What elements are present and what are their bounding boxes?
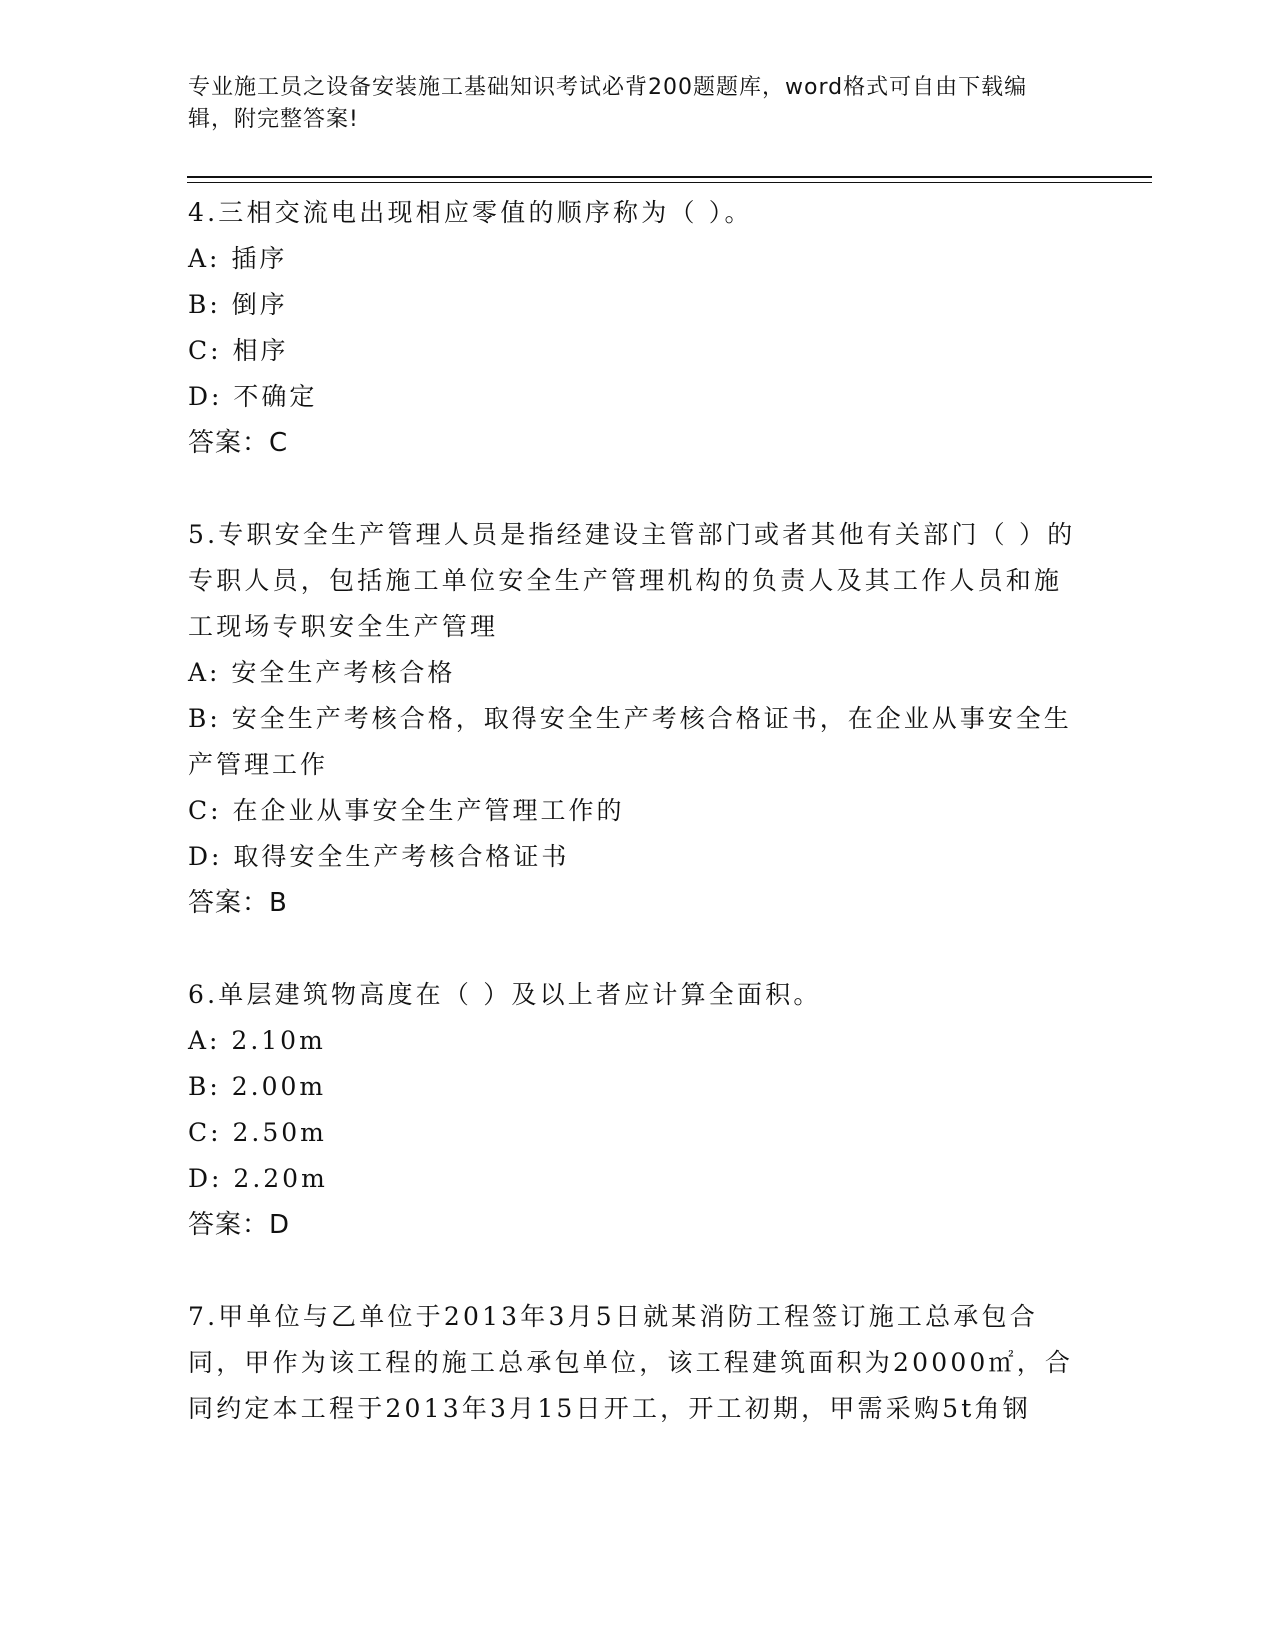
option-d: D: 2.20m [188, 1164, 328, 1193]
question-stem: 4.三相交流电出现相应零值的顺序称为（ ）。 [188, 198, 753, 227]
question-5 [188, 512, 1078, 926]
question-stem: 7.甲单位与乙单位于2013年3月5日就某消防工程签订施工总承包合同，甲作为该工程的施工总承包单位，该工程建筑面积为20000㎡，合同约定本工程于2013年3月15日开工，开工初期，甲需采购5t角钢 [188, 1302, 1074, 1423]
question-7 [188, 1294, 1078, 1432]
answer-line: 答案：B [188, 888, 288, 918]
option-c: C: 2.50m [188, 1118, 327, 1147]
option-c: C: 相序 [188, 336, 289, 365]
option-d: D: 取得安全生产考核合格证书 [188, 842, 570, 871]
option-b: B: 倒序 [188, 290, 288, 319]
option-c: C: 在企业从事安全生产管理工作的 [188, 796, 625, 825]
header-divider-thin [187, 182, 1152, 183]
answer-line: 答案：C [188, 428, 289, 458]
option-d: D: 不确定 [188, 382, 318, 411]
question-list [188, 190, 1078, 1478]
option-a: A: 插序 [188, 244, 288, 273]
document-header: 专业施工员之设备安装施工基础知识考试必背200题题库，word格式可自由下载编辑，附完整答案! [188, 75, 1028, 132]
question-4 [188, 190, 1078, 466]
question-stem: 5.专职安全生产管理人员是指经建设主管部门或者其他有关部门（ ）的专职人员，包括施工单位安全生产管理机构的负责人及其工作人员和施工现场专职安全生产管理 [188, 520, 1076, 641]
option-a: A: 安全生产考核合格 [188, 658, 456, 687]
question-6 [188, 972, 1078, 1248]
question-stem: 6.单层建筑物高度在（ ）及以上者应计算全面积。 [188, 980, 822, 1009]
header-divider-thick [187, 176, 1152, 178]
option-b: B: 安全生产考核合格，取得安全生产考核合格证书，在企业从事安全生产管理工作 [188, 704, 1072, 779]
answer-line: 答案：D [188, 1210, 291, 1240]
option-a: A: 2.10m [188, 1026, 326, 1055]
option-b: B: 2.00m [188, 1072, 327, 1101]
